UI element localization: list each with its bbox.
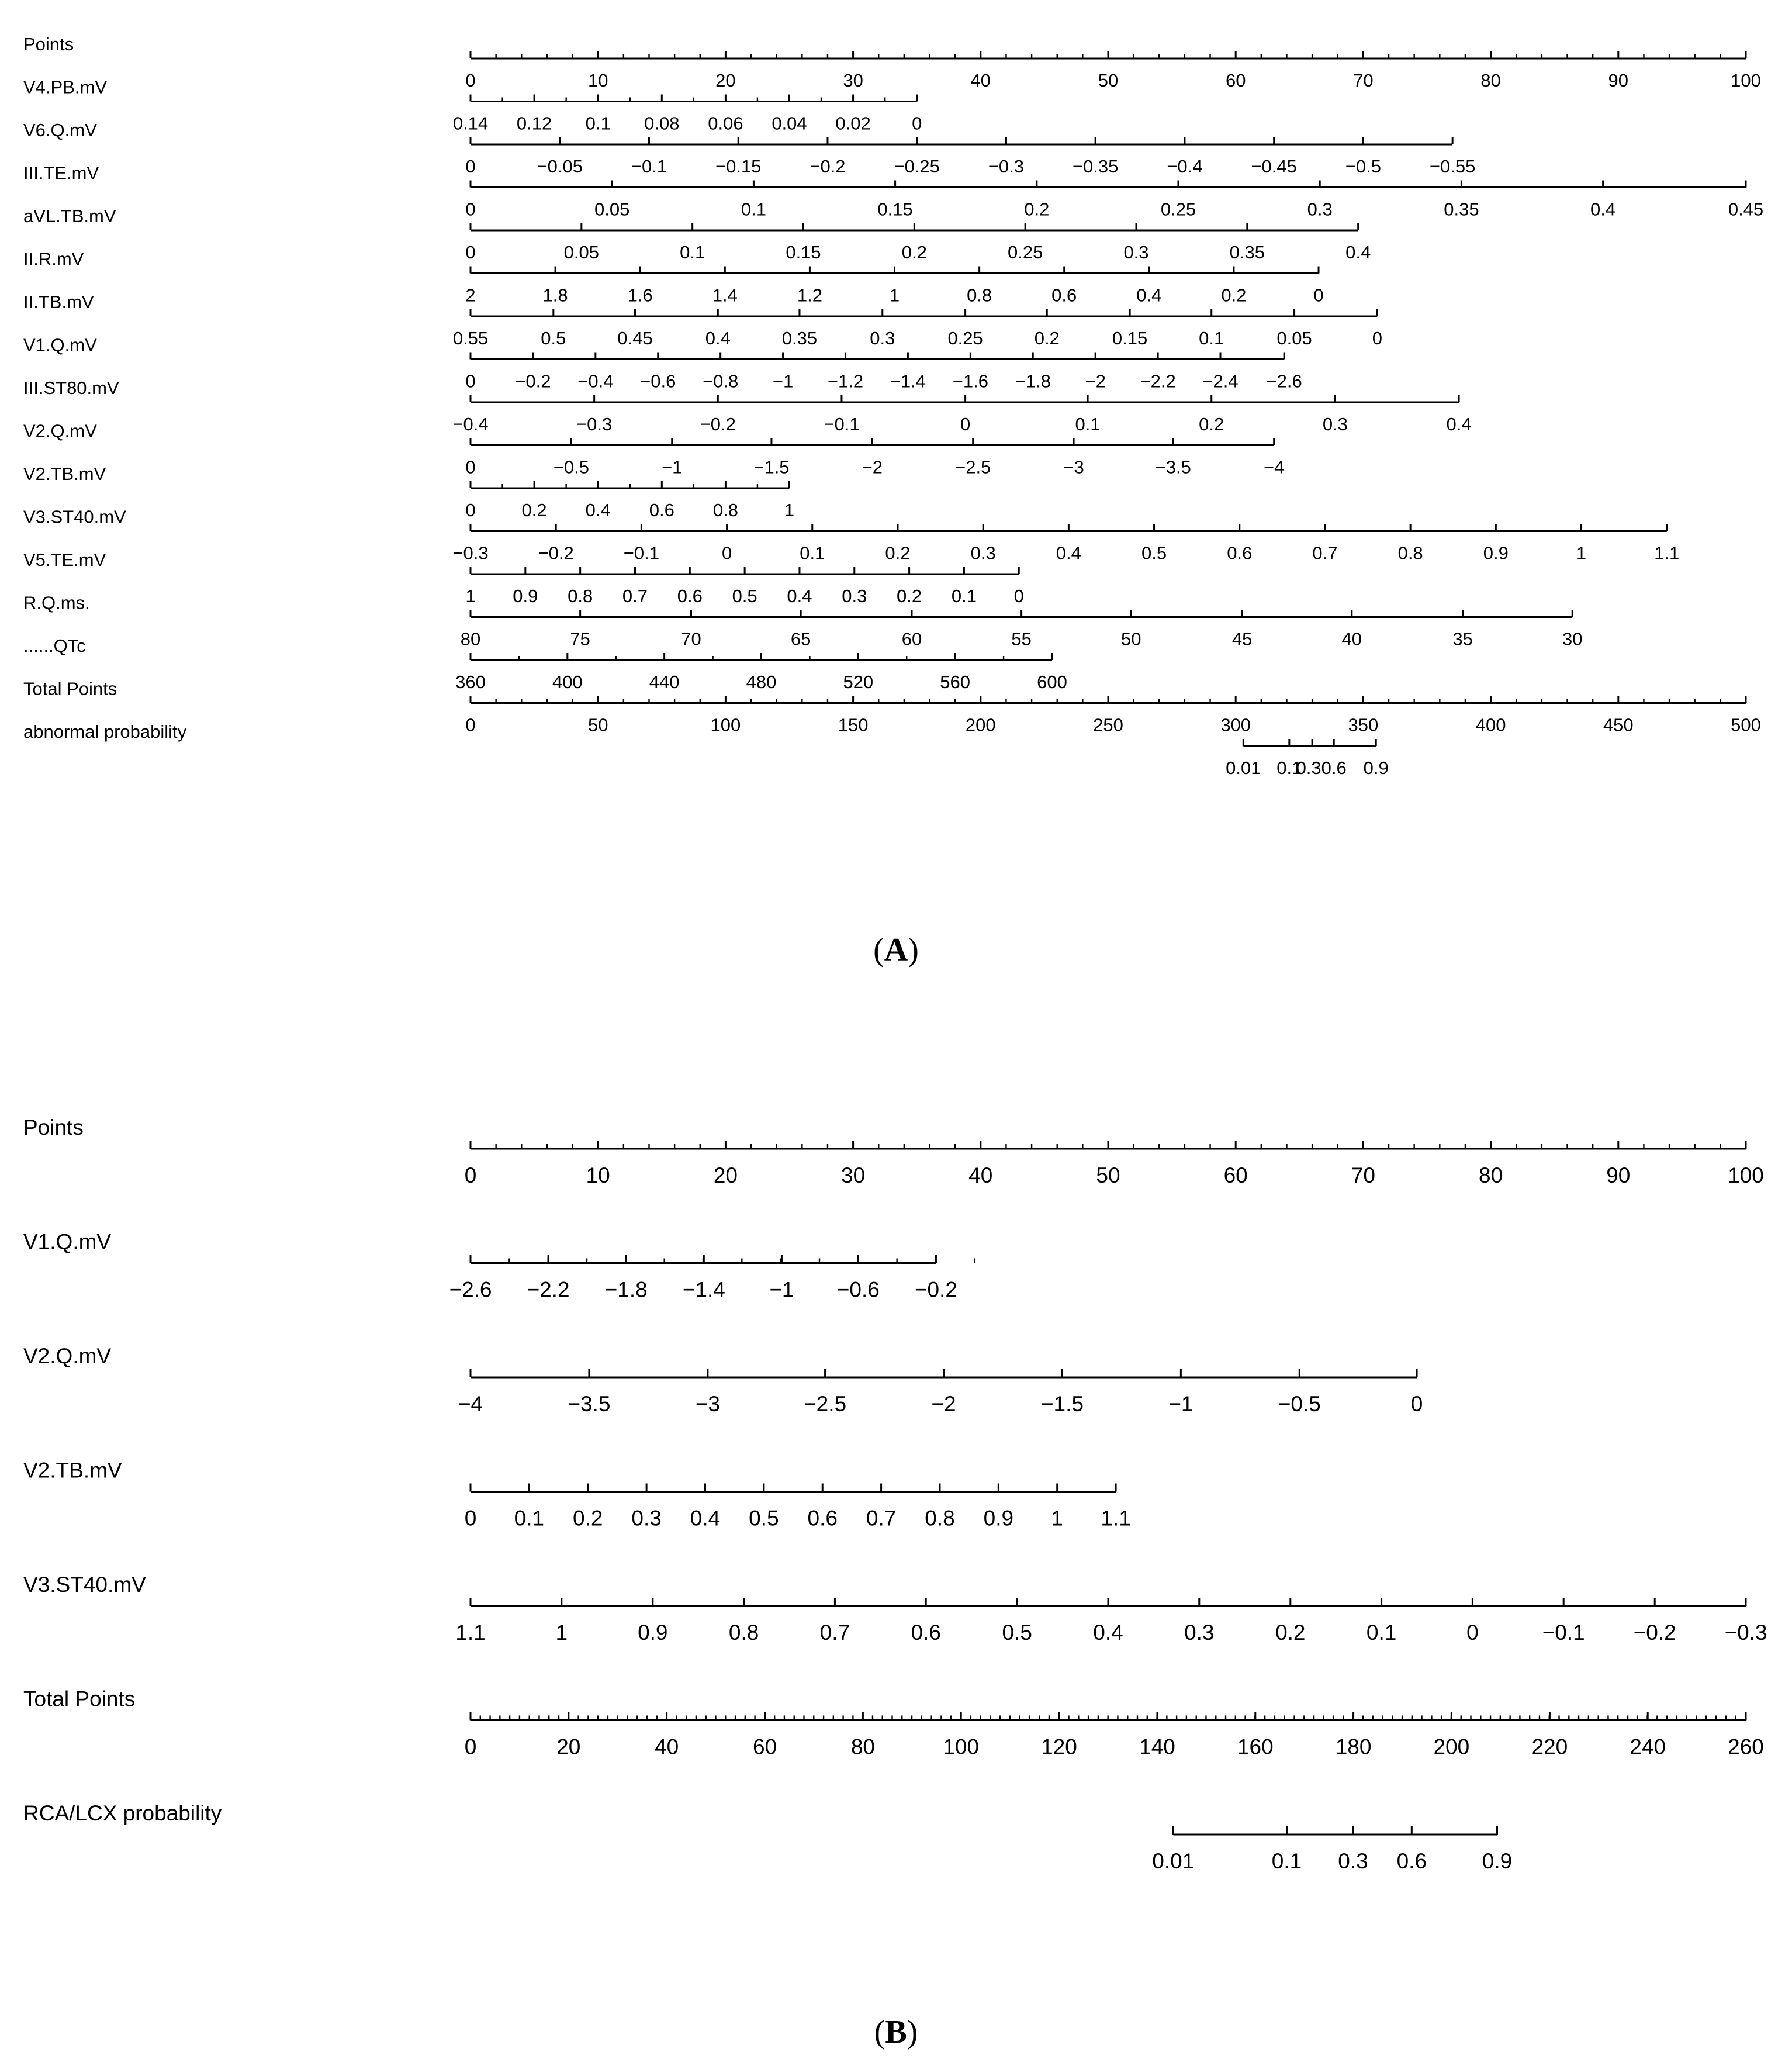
tick-label: 0.04 [772,113,807,134]
tick-label: −0.45 [1251,156,1297,177]
tick-label: −1.2 [827,371,864,392]
tick-label: 0.6 [807,1506,838,1531]
scale-total-points [23,1687,1764,1759]
tick-label: 360 [455,672,486,692]
tick-label: 0 [960,414,971,434]
tick-label: −0.35 [1072,156,1119,177]
tick-label: −0.1 [824,414,860,434]
tick-label: 0.6 [649,500,674,520]
tick-label: 0.3 [1184,1621,1215,1645]
scale-points [23,1115,1764,1187]
tick-label: 0 [1372,328,1383,348]
scale-v1-q-mv [23,1230,974,1302]
scale-label-r-q-ms: R.Q.ms. [23,592,90,613]
tick-label: 0.7 [866,1506,897,1531]
tick-label: 0.35 [1229,242,1265,262]
tick-label: 0.8 [1397,543,1423,564]
tick-label: 0.1 [951,586,977,606]
panel-a-caption: (A) [873,932,919,968]
tick-label: 0 [465,714,476,735]
tick-label: 0.35 [781,328,818,348]
tick-label: 80 [1480,70,1501,91]
scale-label-avl-tb-mv: aVL.TB.mV [23,206,116,226]
tick-label: −0.2 [914,1277,957,1302]
tick-label: 75 [570,628,590,650]
tick-label: 100 [943,1735,980,1759]
tick-label: −1 [662,457,683,478]
tick-label: −0.8 [703,371,739,392]
tick-label: 0.25 [1160,199,1196,220]
tick-label: 0.4 [1056,543,1081,564]
tick-label: −1.4 [890,371,926,392]
tick-label: −1.4 [682,1277,725,1302]
tick-label: 0.02 [835,113,871,134]
tick-label: 0.1 [1271,1849,1302,1873]
tick-label: 0.4 [1345,242,1371,262]
tick-label: 50 [1096,1163,1120,1187]
tick-label: 0.1 [1366,1621,1397,1645]
tick-label: 0.1 [585,113,611,134]
tick-label: −0.2 [700,414,736,434]
tick-label: 0.2 [521,500,547,520]
tick-label: 80 [460,628,481,650]
tick-label: 400 [1475,714,1506,735]
tick-label: 0.1 [680,242,705,262]
tick-label: 45 [1231,628,1253,650]
tick-label: −1.6 [952,371,988,392]
tick-label: 0.7 [819,1621,850,1645]
tick-label: 150 [838,714,869,735]
tick-label: 0.1 [741,199,766,220]
tick-label: 100 [1731,70,1761,91]
scale-v3-st40-mv [23,507,1679,564]
tick-label: 0.15 [786,242,821,262]
tick-label: 440 [649,672,680,692]
tick-label: 0.2 [897,586,922,606]
tick-label: −2.5 [804,1392,847,1416]
tick-label: −2 [862,457,883,478]
tick-label: 0.45 [1728,199,1764,220]
tick-label: −0.2 [1633,1621,1676,1645]
tick-label: −2 [931,1392,956,1416]
tick-label: 35 [1452,628,1473,650]
tick-label: 0.5 [732,586,757,606]
tick-label: 0.3 [1322,414,1348,434]
tick-label: 0 [465,500,476,520]
tick-label: 0.15 [1112,328,1148,348]
tick-label: −4 [458,1392,483,1416]
tick-label: 1 [889,285,900,306]
tick-label: −0.05 [537,156,583,177]
tick-label: 0.1 [1075,414,1101,434]
tick-label: −0.5 [1278,1392,1321,1416]
tick-label: −0.2 [515,371,551,392]
tick-label: −0.6 [836,1277,880,1302]
tick-label: 1.2 [797,285,822,306]
tick-label: −1.5 [1040,1392,1084,1416]
tick-label: 1.4 [712,285,738,306]
tick-label: −0.2 [809,156,846,177]
tick-label: 0.05 [563,242,600,262]
tick-label: 1.6 [627,285,653,306]
tick-label: 0.01 [1226,758,1261,778]
tick-label: 0.3 [1296,758,1321,778]
tick-label: 10 [587,70,608,91]
scale-v2-q-mv [23,1344,1423,1416]
tick-label: −1.8 [604,1277,648,1302]
scale-label-points: Points [23,1115,84,1139]
scale-label-qtc: ......QTc [23,635,86,656]
tick-label: 450 [1603,714,1634,735]
tick-label: 0.1 [1276,758,1302,778]
tick-label: 350 [1348,714,1379,735]
tick-label: −1 [769,1277,794,1302]
tick-label: −3.5 [1155,457,1191,478]
tick-label: 0.9 [513,586,538,606]
scale-rca-lcx-probability [23,1801,1512,1873]
tick-label: 0 [1466,1621,1479,1645]
panel-a-nomogram [23,34,1763,778]
tick-label: −0.4 [1167,156,1203,177]
tick-label: 40 [655,1735,679,1759]
tick-label: 0.9 [1482,1849,1513,1873]
tick-label: 0.6 [911,1621,941,1645]
tick-label: 0.6 [1051,285,1077,306]
tick-label: 0 [465,156,476,177]
tick-label: 0.4 [585,500,611,520]
tick-label: 0.9 [1363,758,1389,778]
tick-label: 0 [465,199,476,220]
tick-label: 0.05 [594,199,630,220]
tick-label: 480 [746,672,777,692]
tick-label: −3 [695,1392,720,1416]
tick-label: 0.9 [1483,543,1509,564]
tick-label: −0.1 [623,543,659,564]
tick-label: 100 [710,714,741,735]
tick-label: −0.55 [1429,156,1476,177]
tick-label: 0.2 [885,543,911,564]
tick-label: 0.2 [1275,1621,1306,1645]
panel-a-caption-letter: A [884,932,908,968]
tick-label: −4 [1263,457,1285,478]
scale-label-ii-tb-mv: II.TB.mV [23,292,94,312]
tick-label: 0 [465,371,476,392]
scale-iii-st80-mv [23,378,1472,434]
scale-abnormal-probability [23,721,1389,778]
tick-label: 260 [1728,1735,1764,1759]
tick-label: 1 [555,1621,568,1645]
tick-label: 0 [721,543,732,564]
scale-label-points: Points [23,34,74,54]
tick-label: 0 [465,70,476,91]
scale-label-v2-tb-mv: V2.TB.mV [23,464,106,484]
tick-label: 20 [713,1163,738,1187]
scale-label-v4-pb-mv: V4.PB.mV [23,77,107,98]
tick-label: 0 [1410,1392,1423,1416]
tick-label: 50 [1121,628,1141,650]
tick-label: 0.7 [1312,543,1338,564]
tick-label: −1 [1168,1392,1193,1416]
tick-label: 0.6 [1396,1849,1427,1873]
scale-label-v3-st40-mv: V3.ST40.mV [23,506,126,527]
tick-label: 1.8 [542,285,568,306]
scale-label-v6-q-mv: V6.Q.mV [23,120,97,140]
panel-b-nomogram [23,1115,1767,1873]
tick-label: −0.15 [715,156,762,177]
tick-label: 0 [1013,586,1024,606]
tick-label: 400 [552,672,583,692]
tick-label: −0.1 [631,156,667,177]
tick-label: 0.4 [1093,1621,1123,1645]
tick-label: −1 [772,371,794,392]
tick-label: −1.8 [1015,371,1051,392]
scale-label-iii-st80-mv: III.ST80.mV [23,378,119,398]
tick-label: −2.5 [955,457,991,478]
tick-label: 40 [970,70,991,91]
tick-label: 0.4 [787,586,812,606]
tick-label: 65 [790,628,811,650]
scale-points [23,34,1761,91]
tick-label: 0.8 [728,1621,759,1645]
tick-label: −0.4 [577,371,614,392]
tick-label: 0.5 [541,328,566,348]
tick-label: 0.6 [1227,543,1253,564]
tick-label: −2.2 [527,1277,570,1302]
tick-label: 70 [1353,70,1374,91]
tick-label: −3.5 [568,1392,611,1416]
scale-total-points [23,679,1761,735]
tick-label: 0.4 [1446,414,1472,434]
scale-label-v2-q-mv: V2.Q.mV [23,420,97,441]
tick-label: −1.5 [753,457,790,478]
tick-label: 0 [465,457,476,478]
tick-label: −2.6 [1266,371,1302,392]
tick-label: 0 [912,113,922,134]
tick-label: 90 [1608,70,1629,91]
tick-label: 0.3 [842,586,867,606]
tick-label: 220 [1531,1735,1568,1759]
tick-label: 0 [464,1163,477,1187]
tick-label: −0.2 [538,543,574,564]
tick-label: 0.55 [452,328,489,348]
tick-label: 200 [965,714,996,735]
scale-v2-tb-mv [23,1459,1131,1531]
scale-label-ii-r-mv: II.R.mV [23,248,84,270]
tick-label: 0 [1313,285,1324,306]
tick-label: 60 [901,628,922,650]
tick-label: 0.6 [677,586,703,606]
tick-label: −2.4 [1202,371,1239,392]
tick-label: 0.3 [970,543,996,564]
tick-label: 1 [784,500,795,520]
tick-label: −0.3 [576,414,613,434]
tick-label: 70 [681,628,701,650]
tick-label: 0.25 [947,328,983,348]
tick-label: −0.25 [894,156,940,177]
scale-v3-st40-mv [23,1573,1767,1645]
tick-label: 200 [1433,1735,1470,1759]
tick-label: 160 [1237,1735,1274,1759]
tick-label: 0.4 [1136,285,1162,306]
scale-label-v3-st40-mv: V3.ST40.mV [23,1573,146,1597]
scale-label-iii-te-mv: III.TE.mV [23,163,99,184]
tick-label: −0.3 [988,156,1025,177]
tick-label: 240 [1630,1735,1666,1759]
tick-label: 0.3 [631,1506,662,1531]
tick-label: 40 [1341,628,1362,650]
tick-label: −2 [1085,371,1106,392]
scale-label-v2-tb-mv: V2.TB.mV [23,1458,122,1483]
tick-label: 0.45 [617,328,653,348]
tick-label: 0.06 [708,113,743,134]
tick-label: 30 [1562,628,1583,650]
scale-label-rca-lcx-probability: RCA/LCX probability [23,1801,222,1825]
tick-label: −2.2 [1140,371,1176,392]
tick-label: 120 [1041,1735,1077,1759]
tick-label: 20 [556,1735,581,1759]
tick-label: 80 [850,1735,875,1759]
tick-label: 0.7 [622,586,648,606]
tick-label: 0.4 [705,328,731,348]
tick-label: 0.12 [516,113,552,134]
scale-label-v2-q-mv: V2.Q.mV [23,1344,112,1368]
tick-label: 520 [843,672,874,692]
panel-b-caption-letter: B [885,2014,907,2050]
tick-label: 1.1 [1101,1506,1131,1531]
tick-label: 50 [587,714,608,735]
tick-label: 600 [1037,672,1067,692]
tick-label: 60 [1223,1163,1248,1187]
tick-label: 0.6 [1321,758,1347,778]
tick-label: 0.14 [452,113,489,134]
tick-label: 0.3 [1307,199,1333,220]
tick-label: 40 [968,1163,993,1187]
tick-label: 0.9 [983,1506,1014,1531]
tick-label: 30 [843,70,863,91]
tick-label: 0.1 [514,1506,545,1531]
tick-label: 1.1 [455,1621,486,1645]
tick-label: 55 [1011,628,1032,650]
tick-label: 0.05 [1276,328,1312,348]
tick-label: 0.2 [1024,199,1050,220]
scale-v5-te-mv [23,550,1024,606]
tick-label: 0.8 [925,1506,955,1531]
tick-label: 0.08 [644,113,680,134]
tick-label: 1.1 [1654,543,1680,564]
tick-label: 0.15 [877,199,913,220]
tick-label: 0.1 [800,543,825,564]
tick-label: 1 [1576,543,1587,564]
tick-label: −0.4 [452,414,489,434]
tick-label: 0.4 [1590,199,1616,220]
tick-label: 90 [1606,1163,1631,1187]
tick-label: 0.2 [901,242,927,262]
tick-label: 20 [715,70,736,91]
tick-label: −0.1 [1542,1621,1585,1645]
tick-label: 50 [1098,70,1119,91]
tick-label: 0.2 [1199,414,1224,434]
tick-label: 0.3 [1338,1849,1368,1873]
scale-ii-tb-mv [23,292,1382,348]
tick-label: 60 [1225,70,1246,91]
tick-label: 1 [1051,1506,1064,1531]
tick-label: 300 [1220,714,1251,735]
tick-label: −2.6 [449,1277,492,1302]
tick-label: −0.5 [1345,156,1382,177]
scale-label-total-points: Total Points [23,1687,136,1711]
tick-label: 0.8 [568,586,593,606]
tick-label: 250 [1093,714,1123,735]
tick-label: 0.01 [1152,1849,1195,1873]
tick-label: 560 [940,672,971,692]
scale-label-v1-q-mv: V1.Q.mV [23,1229,112,1254]
tick-label: 140 [1139,1735,1175,1759]
tick-label: 0.8 [712,500,738,520]
tick-label: 0.5 [1141,543,1167,564]
scale-label-v5-te-mv: V5.TE.mV [23,550,106,570]
tick-label: 0.5 [1002,1621,1032,1645]
tick-label: 80 [1479,1163,1503,1187]
tick-label: −0.3 [1724,1621,1767,1645]
panel-b-caption: (B) [874,2014,918,2050]
tick-label: 70 [1351,1163,1375,1187]
tick-label: 0 [464,1506,477,1531]
tick-label: 0.2 [573,1506,603,1531]
tick-label: −3 [1063,457,1084,478]
scale-v1-q-mv [23,335,1302,392]
tick-label: 180 [1335,1735,1372,1759]
tick-label: 0.3 [870,328,895,348]
tick-label: −0.5 [553,457,589,478]
tick-label: 0.9 [638,1621,668,1645]
scale-v6-q-mv [23,120,1475,177]
tick-label: 0.1 [1199,328,1224,348]
tick-label: 0.2 [1221,285,1247,306]
tick-label: 60 [753,1735,777,1759]
tick-label: 0.3 [1123,242,1149,262]
tick-label: −0.3 [452,543,489,564]
tick-label: 0.35 [1444,199,1479,220]
scale-label-total-points: Total Points [23,678,117,699]
tick-label: 0 [464,1735,477,1759]
tick-label: 0.5 [749,1506,779,1531]
tick-label: 100 [1728,1163,1764,1187]
tick-label: 2 [465,285,476,306]
tick-label: 0 [465,242,476,262]
tick-label: −0.6 [640,371,676,392]
tick-label: 0.2 [1034,328,1060,348]
tick-label: 500 [1731,714,1761,735]
scale-label-v1-q-mv: V1.Q.mV [23,334,97,355]
tick-label: 0.8 [967,285,992,306]
tick-label: 0.4 [690,1506,721,1531]
tick-label: 0.25 [1007,242,1043,262]
tick-label: 30 [841,1163,866,1187]
tick-label: 10 [586,1163,610,1187]
tick-label: 1 [465,586,476,606]
scale-label-abnormal-probability: abnormal probability [23,721,187,742]
